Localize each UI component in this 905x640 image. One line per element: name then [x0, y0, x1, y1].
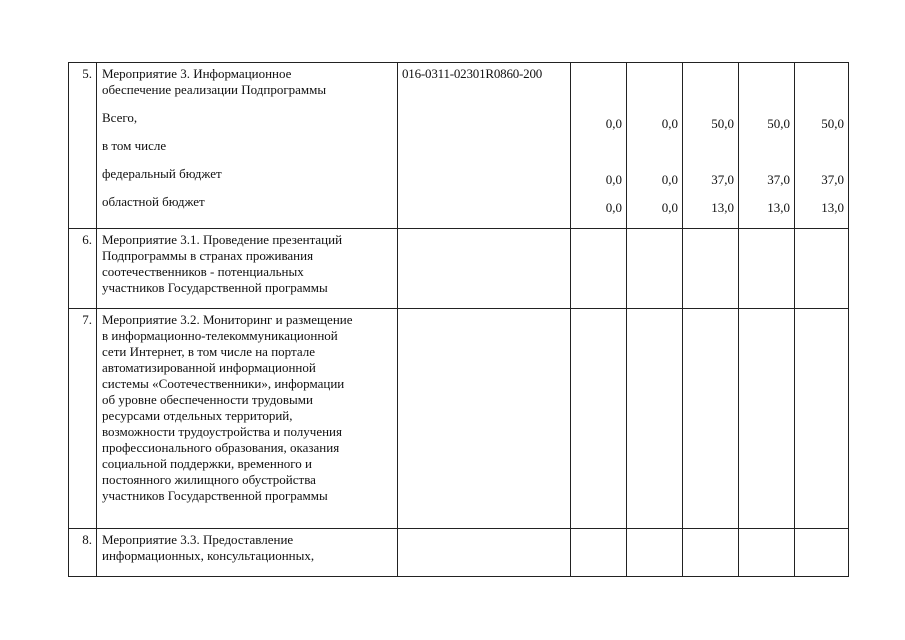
value-cell: 0,0 — [661, 172, 678, 187]
sub-row-label: Всего, — [102, 110, 138, 125]
row-title-line: постоянного жилищного обустройства — [102, 472, 316, 487]
value-cell — [795, 529, 849, 577]
value-column-2 — [627, 63, 683, 229]
value-cell: 0,0 — [605, 116, 622, 131]
value-cell: 0,0 — [661, 200, 678, 215]
table-row — [69, 63, 849, 229]
sub-row-label: федеральный бюджет — [102, 166, 222, 181]
row-title-line: участников Государственной программы — [102, 280, 328, 295]
row-title-line: Мероприятие 3.1. Проведение презентаций — [102, 232, 343, 247]
row-title-line: Подпрограммы в странах проживания — [102, 248, 314, 263]
value-cell — [795, 309, 849, 529]
row-title-line: системы «Соотечественники», информации — [102, 376, 345, 391]
value-cell — [739, 229, 795, 309]
value-cell: 13,0 — [821, 200, 844, 215]
value-cell — [739, 529, 795, 577]
value-cell — [739, 309, 795, 529]
row-description — [97, 309, 398, 529]
value-cell — [627, 144, 678, 172]
row-title-line: участников Государственной программы — [102, 488, 328, 503]
value-cell — [627, 529, 683, 577]
budget-code — [398, 229, 571, 309]
row-title-line: в информационно-телекоммуникационной — [102, 328, 338, 343]
row-description — [97, 63, 398, 229]
table-row — [69, 229, 849, 309]
row-title-line: Мероприятие 3.2. Мониторинг и размещение — [102, 312, 353, 327]
value-cell: 50,0 — [821, 116, 844, 131]
table-row — [69, 309, 849, 529]
value-cell: 0,0 — [605, 200, 622, 215]
row-title-line: профессионального образования, оказания — [102, 440, 340, 455]
value-cell — [683, 144, 734, 172]
row-number: 7. — [69, 309, 97, 529]
value-cell — [795, 229, 849, 309]
value-cell — [683, 529, 739, 577]
row-title-line: об уровне обеспеченности трудовыми — [102, 392, 313, 407]
value-cell: 50,0 — [767, 116, 790, 131]
row-title-line: автоматизированной информационной — [102, 360, 316, 375]
value-column-5 — [795, 63, 849, 229]
table-row — [69, 529, 849, 577]
value-cell: 0,0 — [661, 116, 678, 131]
value-cell — [683, 309, 739, 529]
row-description — [97, 529, 398, 577]
row-title-line: ресурсами отдельных территорий, — [102, 408, 293, 423]
value-column-3 — [683, 63, 739, 229]
budget-code — [398, 309, 571, 529]
row-description — [97, 229, 398, 309]
value-cell: 37,0 — [821, 172, 844, 187]
value-cell — [627, 229, 683, 309]
row-number: 8. — [69, 529, 97, 577]
budget-code: 016-0311-02301R0860-200 — [398, 63, 571, 229]
budget-code — [398, 529, 571, 577]
row-title-line: Мероприятие 3.3. Предоставление — [102, 532, 294, 547]
value-cell: 37,0 — [767, 172, 790, 187]
row-title-line: социальной поддержки, временного и — [102, 456, 313, 471]
value-cell: 0,0 — [605, 172, 622, 187]
value-column-1 — [571, 63, 627, 229]
sub-row-label: областной бюджет — [102, 194, 205, 209]
value-cell — [571, 309, 627, 529]
row-title-line: возможности трудоустройства и получения — [102, 424, 342, 439]
row-number: 6. — [69, 229, 97, 309]
row-number: 5. — [69, 63, 97, 229]
value-cell: 37,0 — [711, 172, 734, 187]
value-cell — [571, 229, 627, 309]
value-cell — [795, 144, 844, 172]
row-title-line: информационных, консультационных, — [102, 548, 315, 563]
row-title-line: Мероприятие 3. Информационное — [102, 66, 292, 81]
value-cell — [627, 309, 683, 529]
value-cell — [571, 144, 622, 172]
sub-row-label: в том числе — [102, 138, 167, 153]
budget-table — [68, 62, 849, 577]
value-cell: 50,0 — [711, 116, 734, 131]
value-cell — [683, 229, 739, 309]
row-title-line: сети Интернет, в том числе на портале — [102, 344, 315, 359]
row-title-line: обеспечение реализации Подпрограммы — [102, 82, 327, 97]
value-cell: 13,0 — [767, 200, 790, 215]
value-cell — [571, 529, 627, 577]
row-title-line: соотечественников - потенциальных — [102, 264, 304, 279]
value-cell: 13,0 — [711, 200, 734, 215]
value-cell — [739, 144, 790, 172]
value-column-4 — [739, 63, 795, 229]
